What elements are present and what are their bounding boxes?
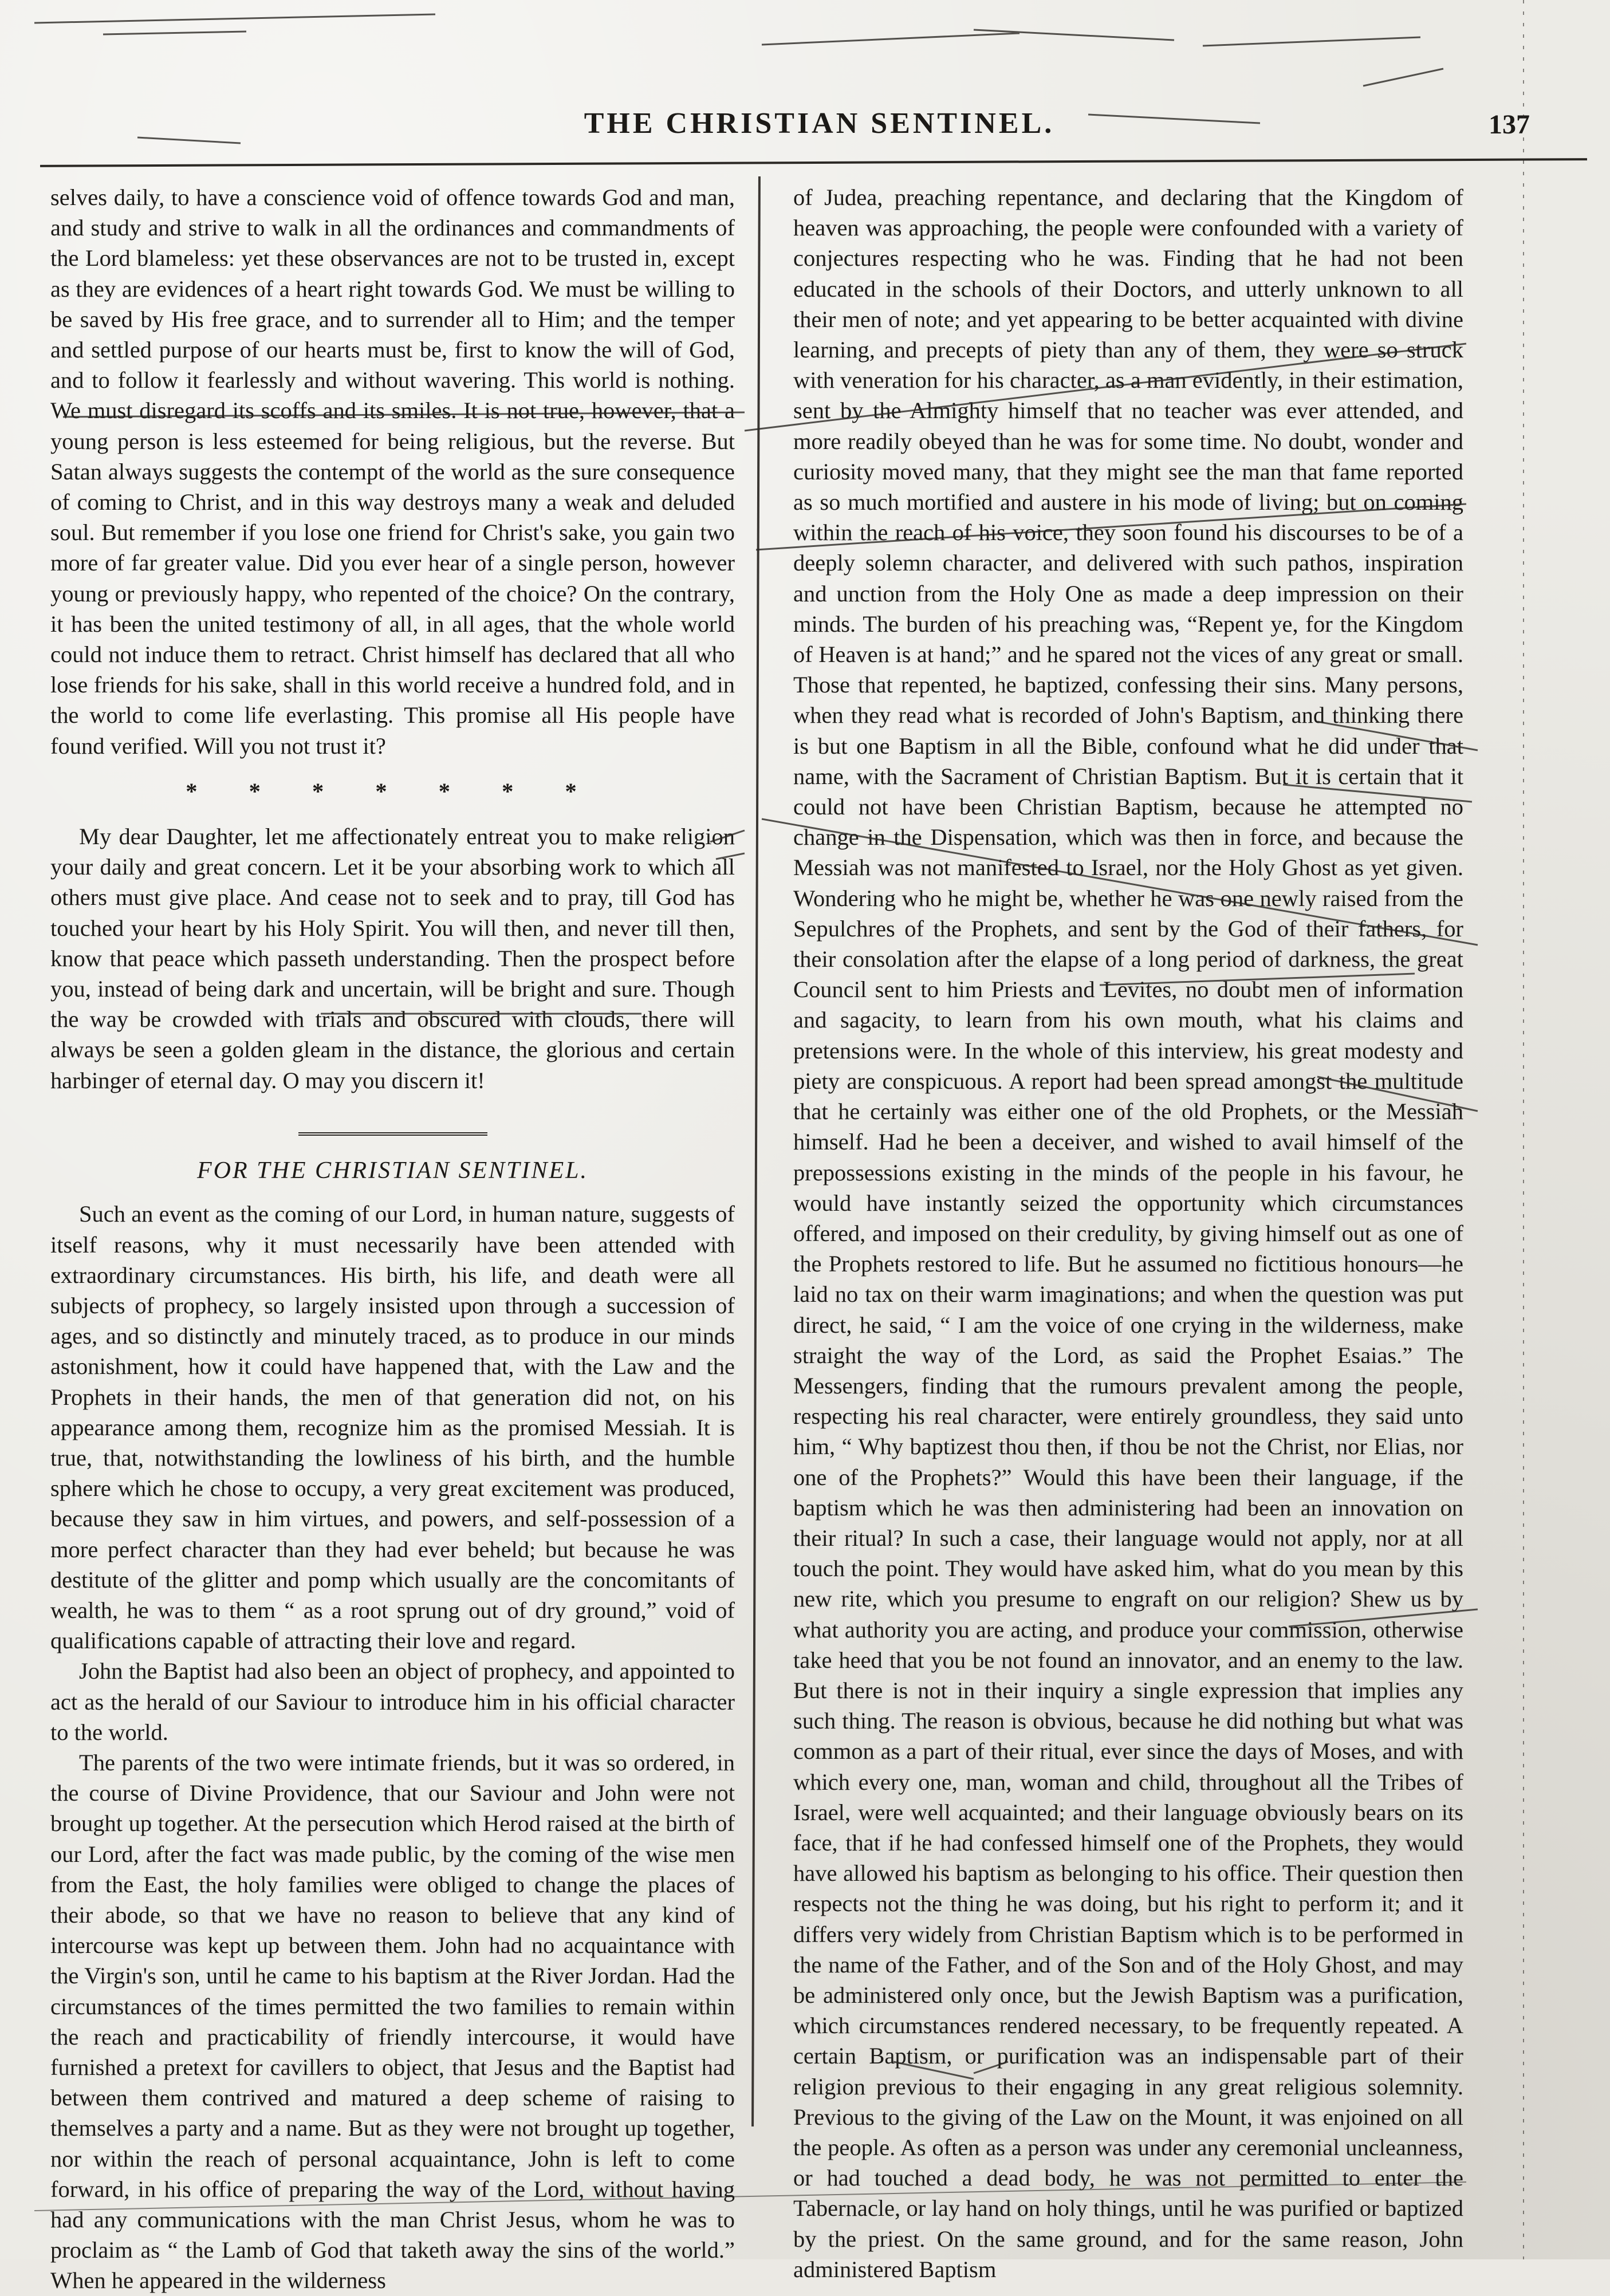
publication-title: THE CHRISTIAN SENTINEL. xyxy=(584,107,1055,140)
right-paragraph-1: of Judea, preaching repentance, and declaring that the Kingdom of heaven was approaching, the people were confounded with a variety of conjectures respecting who he was. Finding that he had not been educated in the schools of their Doctors, and utterly unknown to all their men of note; and yet appearing to be better acquainted with divine learning, and precepts of piety than any of them, they were so struck with veneration for his character, as a man evidently, in their estimation, sent by the Almighty himself that no teacher was ever attended, and more readily obeyed than he was for some time. No doubt, wonder and curiosity moved many, that they might see the man that fame reported as so much mortified and austere in his mode of living; but on coming within the reach of his voice, they soon found his discourses to be of a deeply solemn character, and delivered with such pathos, inspiration and unction from the Holy One as made a deep impression on their minds. The burden of his preaching was, “Repent ye, for the Kingdom of Heaven is at hand;” and he spared not the vices of any great or small. Those that repented, he baptized, confessing their sins. Many persons, when they read what is recorded of John's Baptism, and thinking there is but one Baptism in all the Bible, confound what he did under that name, with the Sacrament of Christian Baptism. But it is certain that it could not have been Christian Baptism, because he attempted no change in the Dispensation, which was then in force, and because the Messiah was not manifested to Israel, nor the Holy Ghost as yet given. Wondering who he might be, whether he was one newly raised from the Sepulchres of the Prophets, and sent by the God of their fathers, for their consolation after the elapse of a long period of darkness, the great Council sent to him Priests and Levites, no doubt men of information and sagacity, to learn from his own mouth, what his claims and pretensions were. In the whole of this interview, his great modesty and piety are conspicuous. A report had been spread amongst the multitude that he certainly was either one of the old Prophets, or the Messiah himself. Had he been a deceiver, and wished to avail himself of the prepossessions existing in the minds of the people in his favour, he would have instantly seized the opportunity which circumstances offered, and imposed on their credulity, by giving himself out as one of the Prophets restored to life. But he assumed no fictitious honours—he laid no tax on their warm imaginations; and when the question was put direct, he said, “ I am the voice of one crying in the wilderness, make straight the way of the Lord, as said the Prophet Esaias.” The Messengers, finding that the rumours prevalent among the people, respecting his real character, were entirely groundless, they said unto him, “ Why baptizest thou then, if thou be not the Christ, nor Elias, nor one of the Prophets?” Would this have been their language, if the baptism which he was then administering had been an innovation on their ritual? In such a case, their language would not apply, nor at all touch the point. They would have asked him, what do you mean by this new rite, which you presume to engraft on our religion? Shew us by what authority you are acting, and produce your commission, otherwise take heed that you be not found an innovator, and an enemy to the law. But there is not in their inquiry a single expression that implies any such thing. The reason is obvious, because he did nothing but what was common as a part of their ritual, ever since the days of Moses, and with which every one, man, woman and child, throughout all the Tribes of Israel, were well acquainted; and their language obviously bears on its face, that if he had confessed himself one of the Prophets, they would have allowed his baptism as belonging to his office. Their question then respects not the thing he was doing, but his right to perform it; and it differs very widely from Christian Baptism which is to be performed in the name of the Father, and of the Son and of the Holy Ghost, and may be administered only once, but the Jewish Baptism was a purification, which circumstances rendered necessary, to be frequently repeated. A certain Baptism, or purification was an indispensable part of their religion previous to their engaging in any great religious solemnity. Previous to the giving of the Law on the Mount, it was enjoined on all the people. As often as a person was under any ceremonial uncleanness, or had touched a dead body, he was not permitted to enter the Tabernacle, or lay hand on holy things, until he was purified or baptized by the priest. On the same ground, and for the same reason, John administered Baptism xyxy=(793,184,1463,2282)
page-header xyxy=(80,102,1558,148)
left-paragraph-5: The parents of the two were intimate friends, but it was so ordered, in the course of Divine Providence, that our Saviour and John were not brought up together. At the persecution which Herod raised at the birth of our Lord, after the fact was made public, by the coming of the wise men from the East, the holy families were obliged to change the places of their abode, so that we have no reason to believe that any kind of intercourse was kept up between them. John had no acquaintance with the Virgin's son, until he came to his baptism at the River Jordan. Had the circumstances of the times permitted the two families to remain within the reach and practicability of friendly intercourse, it would have furnished a pretext for cavillers to object, that Jesus and the Baptist had between them contrived and matured a deep scheme of raising to themselves a party and a name. But as they were not brought up together, nor within the reach of personal acquaintance, John is left to come forward, in his office of preparing the way of the Lord, without having had any communications with the man Christ Jesus, whom he was to proclaim as “ the Lamb of God that taketh away the sins of the world.” When he appeared in the wilderness xyxy=(50,1749,735,2294)
section-break-asterisks: * * * * * * * xyxy=(186,778,600,804)
left-paragraph-1: selves daily, to have a conscience void of offence towards God and man, and study and strive to walk in all the ordinances and commandments of the Lord blameless: yet these observances are not to be trusted in, except as they are evidences of a heart right towards God. We must be willing to be saved by His free grace, and to surrender all to Him; and the temper and settled purpose of our hearts must be, first to know the will of God, and to follow it fearlessly and without wavering. This world is nothing. We must disregard its scoffs and its smiles. It is not true, however, that a young person is less esteemed for being religious, but the reverse. But Satan always suggests the contempt of the world as the sure consequence of coming to Christ, and in this way destroys many a weak and deluded soul. But remember if you lose one friend for Christ's sake, you gain two more of far greater value. Did you ever hear of a single person, however young or previously happy, who repented of the choice? On the contrary, it has been the united testimony of all, in all ages, that the whole world could not induce them to retract. Christ himself has declared that all who lose friends for his sake, shall in this world receive a hundred fold, and in the world to come life everlasting. This promise all His people have found verified. Will you not trust it? xyxy=(50,184,735,759)
ornamental-rule xyxy=(50,1115,735,1145)
left-paragraph-3: Such an event as the coming of our Lord, in human nature, suggests of itself reasons, why it must necessarily have been attended with extraordinary circumstances. His birth, his life, and death were all subjects of prophecy, so largely insisted upon through a succession of ages, and so distinctly and minutely traced, as to produce in our minds astonishment, how it could have happened that, with the Law and the Prophets in their hands, the men of that generation did not, on his appearance among them, recognize him as the promised Messiah. It is true, that, notwithstanding the lowliness of his birth, and the humble sphere which he chose to occupy, a very great excitement was produced, because they saw in him virtues, and powers, and self-possession of a more perfect character than they had ever beheld; but because he was destitute of the glitter and pomp which usually are the concomitants of wealth, he was to them “ as a root sprung out of dry ground,” void of qualifications capable of attracting their love and regard. xyxy=(50,1201,735,1654)
right-column xyxy=(793,182,1463,2285)
column-divider xyxy=(751,176,761,2126)
left-paragraph-2: My dear Daughter, let me affectionately entreat you to make religion your daily and great concern. Let it be your absorbing work to which all others must give place. And cease not to seek and to pray, till God has touched your heart by his Holy Spirit. You will then, and never till then, know that peace which passeth understanding. Then the prospect before you, instead of being dark and uncertain, will be bright and sure. Though the way be crowded with trials and obscured with clouds, there will always be seen a golden gleam in the distance, the glorious and certain harbinger of eternal day. O may you discern it! xyxy=(50,824,735,1093)
page-number: 137 xyxy=(1489,109,1530,140)
header-rule xyxy=(40,158,1587,167)
section-heading: FOR THE CHRISTIAN SENTINEL. xyxy=(196,1157,589,1184)
left-column xyxy=(50,182,735,2296)
left-paragraph-4: John the Baptist had also been an object of prophecy, and appointed to act as the herald of our Saviour to introduce him in his official character to the world. xyxy=(50,1658,735,1745)
